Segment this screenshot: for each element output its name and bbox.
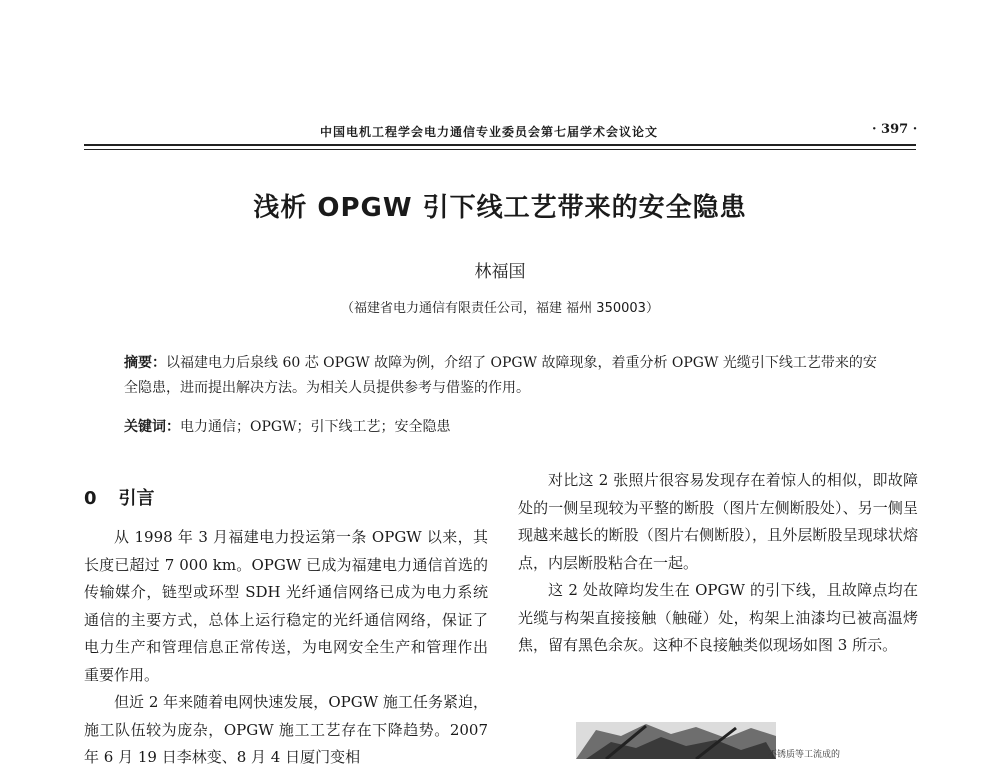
right-paragraph-1: 对比这 2 张照片很容易发现存在着惊人的相似，即故障处的一侧呈现较为平整的断股（图片左侧断股处）、另一侧呈现越来越长的断股（图片右侧断股），且外层断股呈现球状熔点，内层断股粘合在一起。	[518, 471, 918, 572]
header-rule-thin	[84, 149, 916, 150]
keywords-label: 关键词：	[124, 419, 180, 435]
paper-author: 林福国	[474, 262, 526, 282]
left-column	[84, 524, 488, 772]
section-number: 0	[84, 488, 97, 509]
right-column	[518, 467, 918, 660]
paper-title: 浅析 OPGW 引下线工艺带来的安全隐患	[253, 193, 747, 223]
figure-caption: 不锈质等工流成的	[768, 750, 841, 760]
page-number: · 397 ·	[872, 122, 918, 137]
abstract-text: 以福建电力后泉线 60 芯 OPGW 故障为例，介绍了 OPGW 故障现象，着重分析 OPGW 光缆引下线工艺带来的安全隐患，进而提出解决方法。为相关人员提供参考与借鉴的作用。	[124, 355, 877, 396]
paper-affiliation: （福建省电力通信有限责任公司，福建 福州 350003）	[341, 301, 659, 316]
header-rule-thick	[84, 144, 916, 146]
figure-3-photo	[576, 722, 776, 759]
left-paragraph-2: 但近 2 年来随着电网快速发展，OPGW 施工任务紧迫，施工队伍较为庞杂，OPGW 施工工艺存在下降趋势。2007 年 6 月 19 日李林变、8 月 4 日厦门变相	[84, 693, 488, 766]
abstract	[124, 351, 884, 401]
running-head: 中国电机工程学会电力通信专业委员会第七届学术会议论文	[320, 125, 659, 139]
keywords-text: 电力通信；OPGW；引下线工艺；安全隐患	[180, 419, 451, 435]
right-paragraph-2: 这 2 处故障均发生在 OPGW 的引下线，且故障点均在光缆与构架直接接触（触碰）处，构架上油漆均已被高温烤焦，留有黑色余灰。这种不良接触类似现场如图 3 所示。	[518, 581, 918, 654]
keywords	[124, 415, 884, 440]
abstract-label: 摘要：	[124, 355, 166, 371]
left-paragraph-1: 从 1998 年 3 月福建电力投运第一条 OPGW 以来，其长度已超过 7 000 km。OPGW 已成为福建电力通信首选的传输媒介，链型或环型 SDH 光纤通信网络已成为电力系统通信的主要方式，总体上运行稳定的光纤通信网络，保证了电力生产和管理信息正常传送，为电网安全生产和管理作出重要作用。	[84, 528, 488, 684]
section-heading-introduction	[84, 484, 155, 510]
section-title: 引言	[118, 488, 155, 509]
